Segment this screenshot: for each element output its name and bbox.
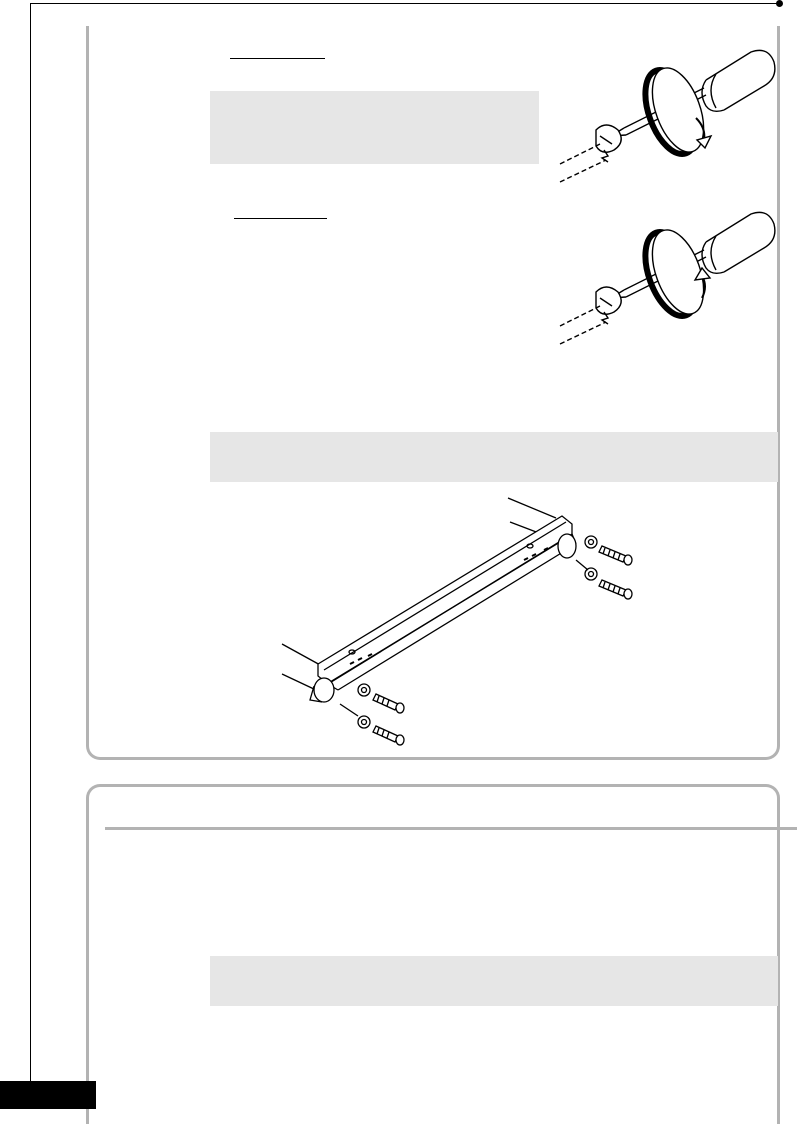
- corner-dot: [776, 0, 783, 7]
- section-panel-bottom: [86, 784, 780, 1124]
- note-box-2: [210, 432, 778, 482]
- screwdriver-tighten-illustration: [556, 40, 781, 200]
- note-box-1: [210, 91, 539, 164]
- note-box-3: [210, 956, 778, 1006]
- page-frame-top: [30, 3, 782, 4]
- subheading-underline-2: [234, 218, 327, 219]
- subheading-underline-1: [230, 58, 325, 59]
- page-frame-left: [30, 3, 31, 1081]
- screwdriver-loosen-illustration: [556, 202, 781, 362]
- section-heading-rule: [105, 827, 797, 830]
- page-number-tab: [0, 1081, 96, 1109]
- rack-rail-illustration: [280, 494, 640, 750]
